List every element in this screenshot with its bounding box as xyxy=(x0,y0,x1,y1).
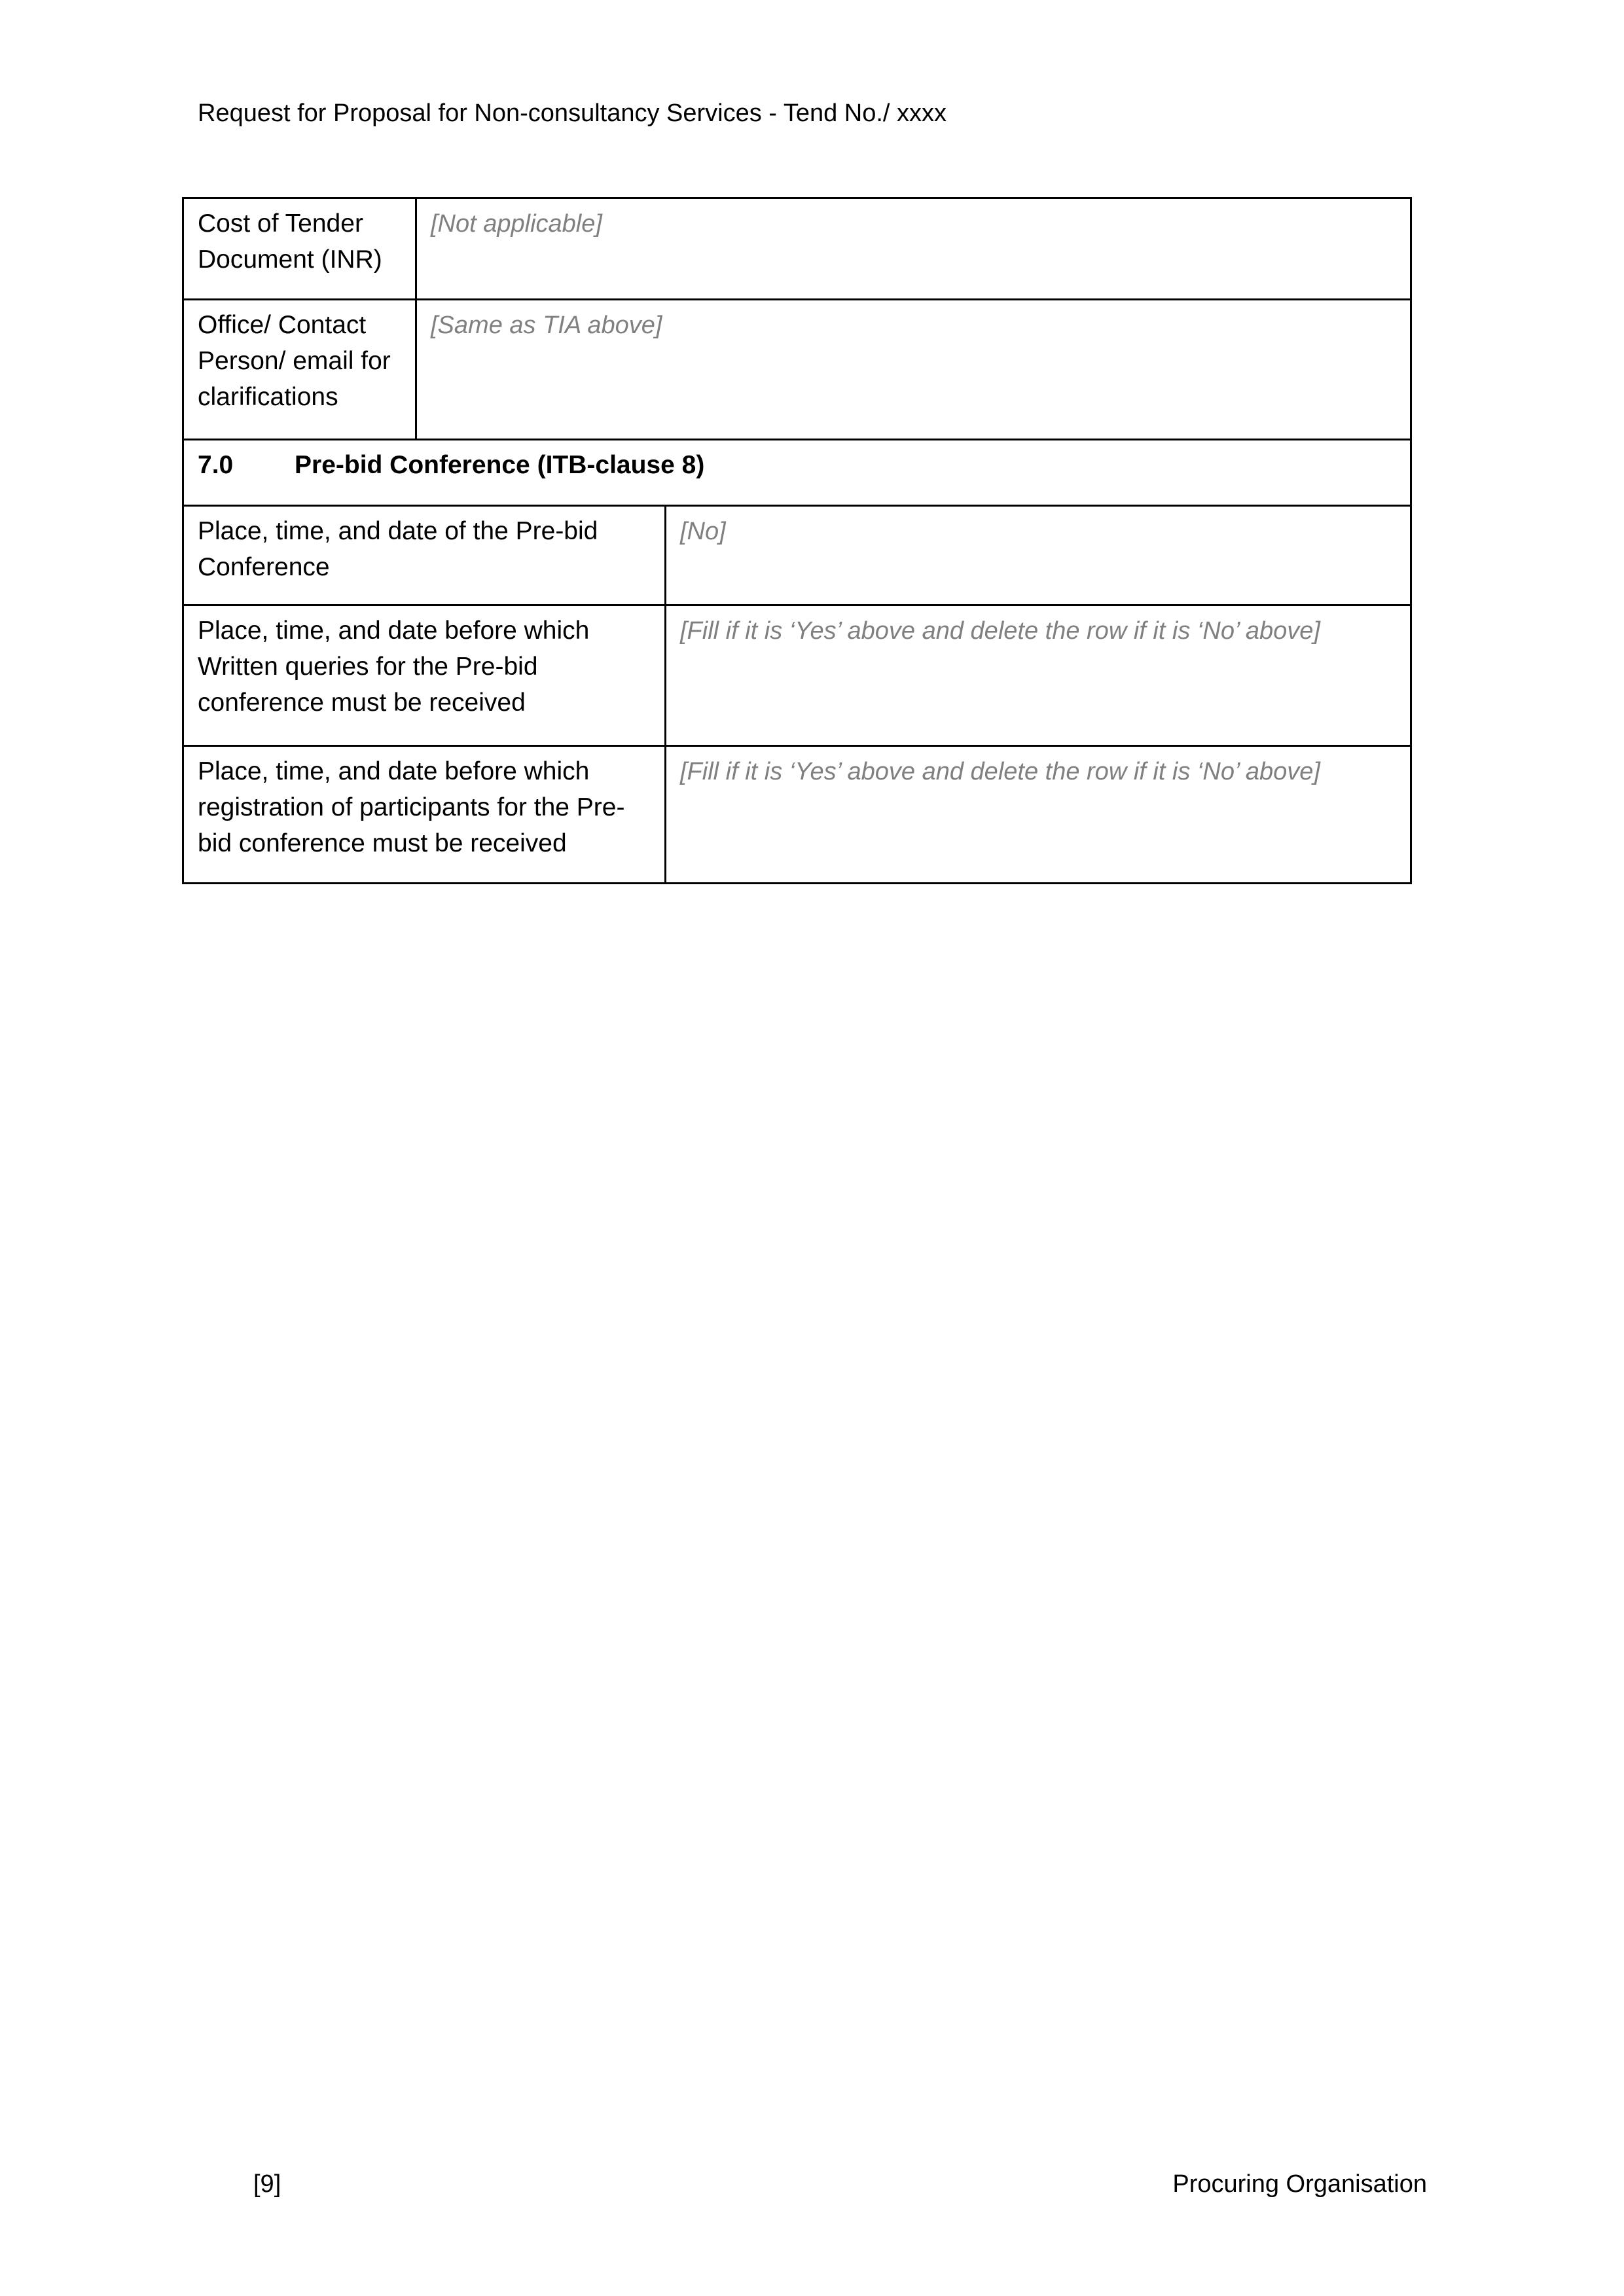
row-label-prebid-place: Place, time, and date of the Pre-bid Conference xyxy=(183,506,666,605)
section-title: Pre-bid Conference (ITB-clause 8) xyxy=(295,451,705,479)
section-number: 7.0 xyxy=(198,451,234,479)
section-header-cell xyxy=(183,440,1411,506)
row-value-cell xyxy=(416,300,1411,440)
row-value-cell xyxy=(666,746,1411,884)
row-label-office-contact: Office/ Contact Person/ email for clarifications xyxy=(183,300,416,440)
placeholder-not-applicable: [Not applicable] xyxy=(431,210,602,238)
row-value-cell xyxy=(416,198,1411,300)
footer-page-number: [9] xyxy=(253,2170,281,2198)
row-label-registration: Place, time, and date before which registration of participants for the Pre-bid conference must be received xyxy=(183,746,666,884)
table-row xyxy=(183,746,1411,884)
footer-organisation-label: Procuring Organisation xyxy=(1172,2170,1427,2198)
placeholder-same-as-tia: [Same as TIA above] xyxy=(431,312,662,339)
table-row xyxy=(183,605,1411,746)
table-row xyxy=(183,506,1411,605)
table-row xyxy=(183,300,1411,440)
tender-data-sheet-table xyxy=(182,197,1412,884)
document-header-title: Request for Proposal for Non-consultancy Services - Tend No./ xxxx xyxy=(198,99,947,127)
section-header-row xyxy=(183,440,1411,506)
placeholder-fill-if-yes-1: [Fill if it is ‘Yes’ above and delete the row if it is ‘No’ above] xyxy=(680,617,1320,645)
placeholder-no: [No] xyxy=(680,518,726,545)
table-row xyxy=(183,198,1411,300)
row-value-cell xyxy=(666,605,1411,746)
row-label-written-queries: Place, time, and date before which Written queries for the Pre-bid conference must be received xyxy=(183,605,666,746)
row-label-cost-of-tender: Cost of Tender Document (INR) xyxy=(183,198,416,300)
row-value-cell xyxy=(666,506,1411,605)
placeholder-fill-if-yes-2: [Fill if it is ‘Yes’ above and delete the row if it is ‘No’ above] xyxy=(680,758,1320,785)
